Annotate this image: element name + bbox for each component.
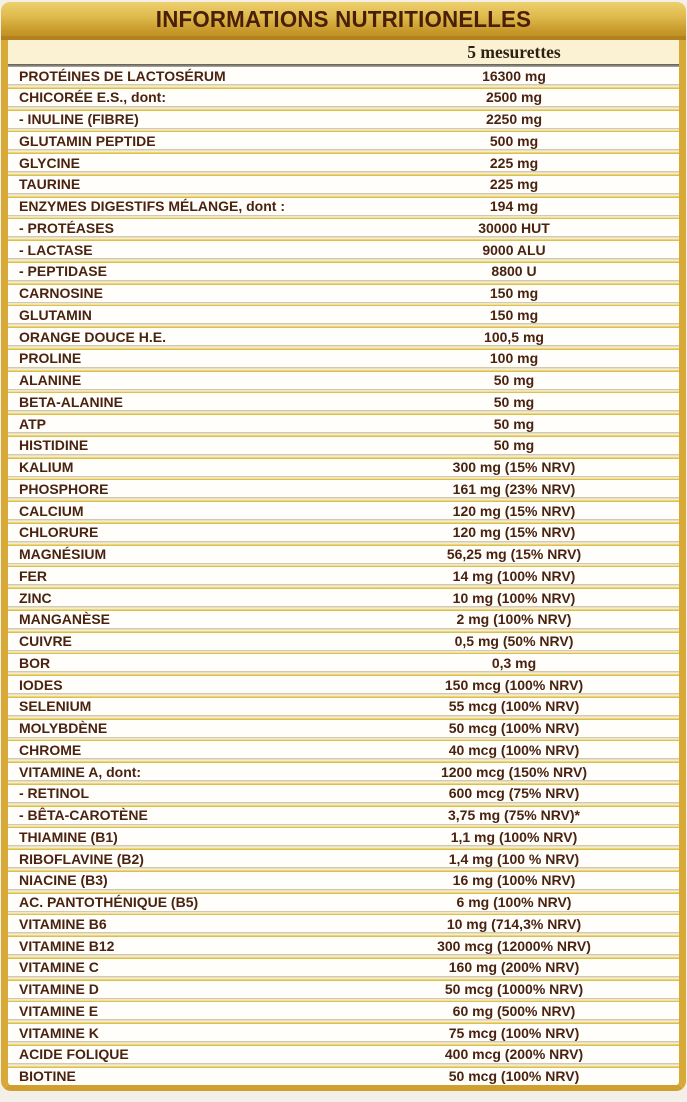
nutrient-value: 50 mg [493, 437, 535, 454]
table-row [8, 1046, 679, 1063]
table-row [8, 154, 679, 171]
nutrient-label: KALIUM [19, 459, 74, 475]
table-row [8, 198, 679, 215]
nutrient-label: GLUTAMIN [19, 306, 92, 323]
nutrient-value: 14 mg (100% NRV) [452, 567, 576, 584]
table-row [8, 524, 679, 541]
nutrient-value: 300 mcg (12000% NRV) [437, 937, 591, 954]
nutrient-label: BOR [19, 654, 51, 671]
nutrient-value: 1,4 mg (100 % NRV) [448, 850, 580, 867]
nutrient-label: ORANGE DOUCE H.E. [19, 328, 167, 345]
nutrient-value: 100,5 mg [484, 328, 544, 345]
nutrient-value: 50 mcg (100% NRV) [448, 1068, 580, 1084]
table-body [1, 40, 686, 1091]
nutrient-label: PROLINE [19, 350, 82, 367]
nutrient-label: CARNOSINE [19, 285, 104, 301]
nutrient-value: 55 mcg (100% NRV) [448, 698, 580, 715]
nutrient-label: TAURINE [19, 176, 81, 193]
table-row [8, 437, 679, 454]
table-row [8, 350, 679, 367]
nutrient-value: 50 mg [493, 393, 535, 410]
nutrient-value: 16300 mg [482, 67, 546, 84]
table-row [8, 959, 679, 976]
nutrient-label: ENZYMES DIGESTIFS MÉLANGE, dont : [19, 198, 285, 214]
nutrient-value: 400 mcg (200% NRV) [444, 1046, 584, 1063]
rows-container [8, 67, 679, 1085]
table-row [8, 372, 679, 389]
table-row [8, 850, 679, 867]
nutrient-label: GLYCINE [19, 154, 80, 171]
nutrient-label: PHOSPHORE [19, 480, 109, 497]
nutrient-value: 10 mg (714,3% NRV) [446, 915, 582, 932]
nutrient-label: BIOTINE [19, 1068, 76, 1084]
table-row [8, 263, 679, 280]
table-row [8, 763, 679, 780]
nutrient-value: 100 mg [489, 350, 539, 367]
nutrient-value: 2 mg (100% NRV) [456, 611, 572, 628]
table-row [8, 981, 679, 998]
table-row [8, 872, 679, 889]
nutrient-label: CALCIUM [19, 502, 84, 519]
table-row [8, 894, 679, 911]
nutrient-value: 40 mcg (100% NRV) [448, 741, 580, 758]
nutrient-label: HISTIDINE [19, 437, 89, 454]
nutrient-label: FER [19, 567, 47, 584]
nutrient-label: RIBOFLAVINE (B2) [19, 850, 144, 867]
nutrient-value: 30000 HUT [478, 219, 550, 236]
nutrient-value: 160 mg (200% NRV) [448, 959, 580, 976]
nutrient-value: 6 mg (100% NRV) [456, 894, 572, 910]
nutrient-label: VITAMINE B12 [19, 937, 115, 954]
table-row [8, 785, 679, 802]
nutrient-value: 2250 mg [485, 111, 543, 127]
table-row [8, 89, 679, 106]
nutrient-label: ATP [19, 415, 46, 432]
nutrient-label: ALANINE [19, 372, 82, 388]
table-row [8, 285, 679, 302]
nutrient-value: 300 mg (15% NRV) [452, 459, 576, 475]
table-row [8, 459, 679, 476]
nutrient-label: - LACTASE [19, 241, 93, 258]
nutrient-value: 3,75 mg (75% NRV)* [447, 807, 580, 823]
nutrient-value: 194 mg [489, 198, 539, 214]
nutrient-label: PROTÉINES DE LACTOSÉRUM [19, 67, 226, 84]
nutrient-value: 1200 mcg (150% NRV) [440, 763, 588, 780]
nutrient-value: 600 mcg (75% NRV) [448, 785, 580, 802]
nutrient-label: VITAMINE D [19, 981, 99, 997]
nutrient-label: - RETINOL [19, 785, 89, 802]
nutrient-label: GLUTAMIN PEPTIDE [19, 132, 156, 149]
nutrient-label: VITAMINE E [19, 1002, 99, 1019]
nutrient-value: 50 mcg (100% NRV) [448, 720, 580, 736]
nutrient-label: CHLORURE [19, 524, 99, 541]
table-row [8, 328, 679, 345]
table-row [8, 415, 679, 432]
nutrient-value: 150 mg [489, 285, 539, 301]
table-row [8, 132, 679, 149]
nutrient-value: 161 mg (23% NRV) [452, 480, 576, 497]
table-row [8, 589, 679, 606]
nutrient-label: - PEPTIDASE [19, 263, 107, 280]
nutrient-label: VITAMINE K [19, 1024, 99, 1041]
table-row [8, 219, 679, 236]
nutrient-value: 225 mg [489, 154, 539, 171]
nutrient-label: CUIVRE [19, 633, 72, 649]
nutrient-label: MANGANÈSE [19, 611, 111, 628]
table-row [8, 1068, 679, 1085]
table-row [8, 1024, 679, 1041]
nutrient-label: SELENIUM [19, 698, 92, 715]
nutrient-label: CHICORÉE E.S., dont: [19, 89, 166, 106]
nutrient-value: 50 mcg (1000% NRV) [444, 981, 584, 997]
nutrient-label: VITAMINE A, dont: [19, 763, 142, 780]
nutrient-value: 8800 U [491, 263, 537, 280]
nutrition-facts-panel [1, 2, 686, 1091]
nutrient-value: 56,25 mg (15% NRV) [446, 546, 582, 562]
nutrient-value: 9000 ALU [482, 241, 546, 258]
nutrient-value: 1,1 mg (100% NRV) [450, 828, 578, 845]
serving-column-header: 5 mesurettes [467, 41, 561, 62]
nutrient-label: VITAMINE B6 [19, 915, 107, 932]
table-row [8, 241, 679, 258]
table-row [8, 611, 679, 628]
table-row [8, 306, 679, 323]
table-row [8, 67, 679, 84]
table-row [8, 698, 679, 715]
nutrient-value: 16 mg (100% NRV) [452, 872, 576, 889]
table-row [8, 676, 679, 693]
nutrient-label: MAGNÉSIUM [19, 546, 107, 562]
nutrient-value: 500 mg [489, 132, 539, 149]
table-row [8, 546, 679, 563]
nutrient-value: 0,5 mg (50% NRV) [454, 633, 574, 649]
table-row [8, 937, 679, 954]
table-row [8, 720, 679, 737]
table-row [8, 480, 679, 497]
table-row [8, 393, 679, 410]
table-row [8, 567, 679, 584]
nutrient-value: 150 mg [489, 306, 539, 323]
panel-header-band [1, 2, 686, 40]
nutrient-value: 225 mg [489, 176, 539, 193]
nutrient-label: ZINC [19, 589, 52, 606]
nutrient-label: BETA-ALANINE [19, 393, 123, 410]
nutrient-label: VITAMINE C [19, 959, 99, 976]
table-subheader-row [8, 40, 679, 64]
table-row [8, 654, 679, 671]
nutrient-label: AC. PANTOTHÉNIQUE (B5) [19, 894, 199, 910]
table-row [8, 915, 679, 932]
nutrient-value: 50 mg [493, 415, 535, 432]
nutrient-label: ACIDE FOLIQUE [19, 1046, 129, 1063]
nutrient-value: 150 mcg (100% NRV) [444, 676, 584, 693]
nutrient-value: 120 mg (15% NRV) [452, 524, 576, 541]
nutrient-label: - PROTÉASES [19, 219, 114, 236]
table-row [8, 807, 679, 824]
nutrient-label: MOLYBDÈNE [19, 720, 108, 736]
nutrient-label: IODES [19, 676, 63, 693]
nutrient-label: NIACINE (B3) [19, 872, 108, 889]
nutrient-value: 60 mg (500% NRV) [452, 1002, 576, 1019]
table-row [8, 502, 679, 519]
table-row [8, 176, 679, 193]
nutrient-label: CHROME [19, 741, 82, 758]
nutrient-label: - INULINE (FIBRE) [19, 111, 139, 127]
nutrient-value: 10 mg (100% NRV) [452, 589, 576, 606]
nutrient-value: 50 mg [493, 372, 535, 388]
nutrient-value: 2500 mg [485, 89, 543, 106]
nutrient-label: THIAMINE (B1) [19, 828, 118, 845]
nutrient-value: 120 mg (15% NRV) [452, 502, 576, 519]
table-row [8, 1002, 679, 1019]
nutrient-label: - BÊTA-CAROTÈNE [19, 807, 148, 823]
nutrient-value: 75 mcg (100% NRV) [448, 1024, 580, 1041]
table-row [8, 111, 679, 128]
table-row [8, 633, 679, 650]
nutrient-value: 0,3 mg [491, 654, 537, 671]
table-row [8, 741, 679, 758]
page-title: INFORMATIONS NUTRITIONELLES [155, 5, 532, 32]
table-row [8, 828, 679, 845]
